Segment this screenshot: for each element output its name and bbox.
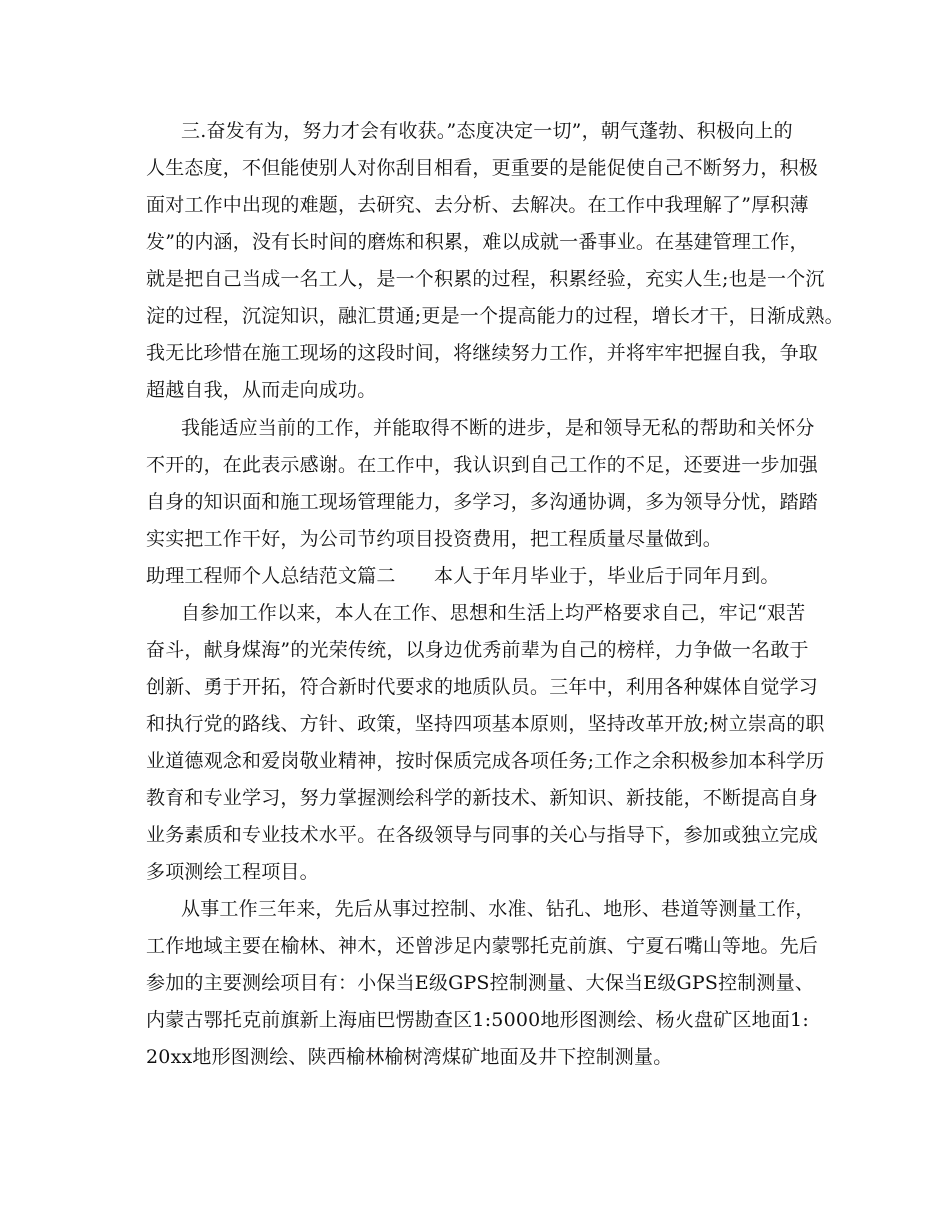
text-line: 不开的，在此表示感谢。在工作中，我认识到自己工作的不足，还要进一步加强 bbox=[146, 454, 819, 476]
text-line: 和执行党的路线、方针、政策，坚持四项基本原则，坚持改革开放;树立崇高的职 bbox=[146, 713, 825, 735]
text-line: 人生态度，不但能使别人对你刮目相看，更重要的是能促使自己不断努力，积极 bbox=[146, 157, 819, 179]
text-line: 20xx地形图测绘、陕西榆林榆树湾煤矿地面及井下控制测量。 bbox=[146, 1046, 673, 1068]
text-line: 参加的主要测绘项目有：小保当E级GPS控制测量、大保当E级GPS控制测量、 bbox=[146, 972, 815, 994]
text-line: 工作地域主要在榆林、神木，还曾涉足内蒙鄂托克前旗、宁夏石嘴山等地。先后 bbox=[146, 935, 819, 957]
text-line: 自参加工作以来，本人在工作、思想和生活上均严格要求自己，牢记“艰苦 bbox=[181, 602, 806, 624]
text-line: 奋斗，献身煤海”的光荣传统，以身边优秀前辈为自己的榜样，力争做一名敢于 bbox=[146, 639, 809, 661]
text-line: 我能适应当前的工作，并能取得不断的进步，是和领导无私的帮助和关怀分 bbox=[181, 417, 815, 439]
text-line: 教育和专业学习，努力掌握测绘科学的新技术、新知识、新技能，不断提高自身 bbox=[146, 787, 819, 809]
text-line: 业务素质和专业技术水平。在各级领导与同事的关心与指导下，参加或独立完成 bbox=[146, 824, 819, 846]
section-heading: 助理工程师个人总结范文篇二 本人于年月毕业于，毕业后于同年月到。 bbox=[146, 565, 780, 587]
text-line: 多项测绘工程项目。 bbox=[146, 861, 319, 883]
text-line: 发”的内涵，没有长时间的磨炼和积累，难以成就一番事业。在基建管理工作， bbox=[146, 231, 809, 253]
text-line: 面对工作中出现的难题，去研究、去分析、去解决。在工作中我理解了”厚积薄 bbox=[146, 194, 809, 216]
text-line: 自身的知识面和施工现场管理能力，多学习，多沟通协调，多为领导分忧，踏踏 bbox=[146, 491, 819, 513]
text-line: 超越自我，从而走向成功。 bbox=[146, 379, 377, 401]
text-line: 实实把工作干好，为公司节约项目投资费用，把工程质量尽量做到。 bbox=[146, 528, 723, 550]
text-line: 从事工作三年来，先后从事过控制、水准、钻孔、地形、巷道等测量工作， bbox=[181, 898, 815, 920]
text-line: 就是把自己当成一名工人，是一个积累的过程，积累经验，充实人生;也是一个沉 bbox=[146, 268, 825, 290]
text-line: 创新、勇于开拓，符合新时代要求的地质队员。三年中，利用各种媒体自觉学习 bbox=[146, 676, 819, 698]
text-line: 业道德观念和爱岗敬业精神，按时保质完成各项任务;工作之余积极参加本科学历 bbox=[146, 750, 825, 772]
text-line: 内蒙古鄂托克前旗新上海庙巴愣勘查区1:5000地形图测绘、杨火盘矿区地面1: bbox=[146, 1009, 809, 1031]
text-line: 三.奋发有为，努力才会有收获。”态度决定一切”，朝气蓬勃、积极向上的 bbox=[181, 120, 793, 142]
text-line: 我无比珍惜在施工现场的这段时间，将继续努力工作，并将牢牢把握自我，争取 bbox=[146, 342, 819, 364]
text-line: 淀的过程，沉淀知识，融汇贯通;更是一个提高能力的过程，增长才干，日渐成熟。 bbox=[146, 305, 844, 327]
